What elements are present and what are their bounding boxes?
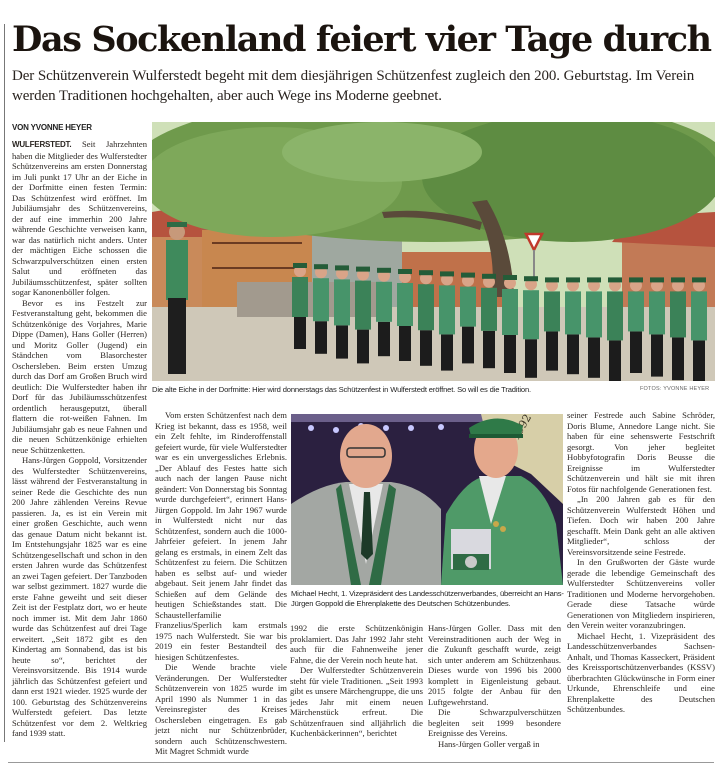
marksman-trousers	[336, 325, 348, 358]
paragraph: Die Wende brachte viele Veränderungen. Der Wulferstedter Schützenverein von 1825 wurde im April 1990 als Nummer 1 in das Vereinsregister des Kreises Oschersleben eingetragen. Es gab jetzt nicht nur Schützenbrüder, sondern auch Schützenschwestern. Mit Magret Schmidt wurde	[155, 662, 287, 756]
award-photo	[291, 414, 563, 585]
marksman-jacket	[607, 291, 623, 340]
dateline: WULFERSTEDT.	[12, 140, 72, 149]
left-column-rule	[4, 24, 5, 742]
award-photo-caption: Michael Hecht, 1. Vizepräsident des Landesschützenverbandes, überreicht an Hans-Jürgen Goppold die Ehrenplakette des Deutschen Schützenbundes.	[291, 589, 564, 608]
marksman-jacket	[691, 291, 707, 340]
marksman-jacket	[670, 291, 686, 337]
marksman-cap	[482, 274, 496, 279]
leading-marksman	[166, 240, 188, 300]
deck-subtitle: Der Schützenverein Wulferstedt begeht mit dem diesjährigen Schützenfest zugleich den 200. Geburtstag. Im Verein werden Traditionen hochgehalten, aber auch Wege ins Moderne geebnet.	[12, 68, 695, 104]
text-column-2	[155, 410, 287, 757]
marksman-cap	[629, 277, 643, 282]
marksman-jacket	[586, 291, 602, 337]
marksman-jacket	[502, 289, 518, 335]
marksman-cap	[314, 264, 328, 269]
marksman-trousers	[693, 340, 705, 381]
marksman-jacket	[481, 288, 497, 331]
marksman-trousers	[609, 340, 621, 381]
headline: Das Sockenland feiert vier Tage durch	[12, 19, 711, 60]
marksman-cap	[293, 263, 307, 268]
marksman-jacket	[292, 277, 308, 317]
marksman-cap	[566, 277, 580, 282]
marksman-trousers	[525, 339, 537, 378]
paragraph: WULFERSTEDT. Seit Jahrzehnten haben die Mitglieder des Wulferstedter Schützenvereins am ersten Donnerstag im Juli punkt 17 Uhr an der Eiche in der Dorfmitte einen festen Termin: Das Schützenfest wird eröffnet. Im Jubiläumsjahr des Schützenvereins, der auf eine immerhin 200 Jahre währende Geschichte verweisen kann, war das natürlich nicht anders. Unter der mächtigen Eiche schossen die Schwarzpulverschützen einen ersten Salut und eröffneten das Jubiläumsschützenfest, später sollten sogar Kanonenböller folgen.	[12, 139, 147, 297]
marksman-cap	[524, 276, 538, 281]
marksman-cap	[545, 277, 559, 282]
text-column-5	[567, 410, 715, 715]
marksman-trousers	[672, 337, 684, 380]
marksman-cap	[587, 277, 601, 282]
marksman-jacket	[565, 291, 581, 334]
paragraph: In den Grußworten der Gäste wurde gerade die lebendige Gemeinschaft des Wulferstedter Schützenvereins voller Traditionen und Moderne hervorgehoben. Gerade diese Tatsache würde Generationen von Mitgliedern inspirieren, den Verein weiter voranzubringen.	[567, 557, 715, 630]
marksman-jacket	[376, 282, 392, 322]
marksman-cap	[503, 275, 517, 280]
paragraph: Der Wulferstedter Schützenverein steht für viele Traditionen. „Seit 1993 gibt es unsere Märchengruppe, die uns jedes Jahr mit einem neuen Märchenstück erfreut. Die Schützenfrauen sind alljährlich die Kuchenbäckerinnen“, berichtet	[290, 665, 423, 738]
marksman-jacket	[544, 291, 560, 331]
marksman-trousers	[441, 334, 453, 370]
text-column-4	[428, 623, 561, 749]
page-bottom-rule	[8, 762, 714, 763]
marksman-trousers	[483, 331, 495, 368]
marksman-trousers	[630, 331, 642, 373]
text-column-1	[12, 139, 147, 739]
marksman-jacket	[439, 285, 455, 334]
marksman-cap	[419, 270, 433, 275]
marksman-trousers	[357, 330, 369, 364]
main-photo-caption: Die alte Eiche in der Dorfmitte: Hier wird donnerstags das Schützenfest in Wulferstedt eröffnet. So will es die Tradition.	[152, 385, 532, 394]
marksman-cap	[608, 277, 622, 282]
marksman-jacket	[418, 284, 434, 330]
paragraph: „In 200 Jahren gab es für den Schützenverein Wulferstedt Höhen und Tiefen. Doch wir haben 200 Jahre geschafft. Mein Dank geht an alle aktiven Mitglieder“, schloss der Vereinsvorsitzende seine Festrede.	[567, 494, 715, 557]
marksman-trousers	[567, 334, 579, 374]
marksman-trousers	[546, 331, 558, 370]
marksman-jacket	[355, 281, 371, 330]
paragraph: Vom ersten Schützenfest nach dem Krieg ist bekannt, dass es 1958, weil ein Zelt fehlte, im Rinderoffenstall gefeiert wurde, für viele Wulferstedter war es ein unvergessliches Erlebnis. „Der Ablauf des Festes hatte sich auch nach der langen Pause nicht geändert: Von Donnerstag bis Sonntag wurde durchgefeiert“, erinnert Hans-Jürgen Goppold. Im Jahr 1967 wurde in Wulferstedt nicht nur das Schützenfest, sondern auch die 1000-Jahrfeier gefeiert. In jenem Jahr gelang es erstmals, in einem Zelt das Schützenfest zu feiern. Die Schützen haben es selbst auf- und wieder abgebaut. Seit jenem Jahr findet das Schießen auf dem Gelände des heutigen Schießstandes statt. Die Schaustellerfamilie Franzelius/Sperlich kam erstmals 1975 nach Wulferstedt. Sie war bis 2019 ein fester Bestandteil des hiesigen Schützenfestes.	[155, 410, 287, 662]
marksman-jacket	[628, 291, 644, 331]
marksman-cap	[335, 265, 349, 270]
paragraph: Hans-Jürgen Goller vergaß in	[438, 738, 540, 749]
paragraph: Michael Hecht, 1. Vizepräsident des Landesschützenverbandes Sachsen-Anhalt, und Thomas Kasseckert, Präsident des Kreissportschützenverbandes (KSSV) überbrachten Glückwünsche in Form einer Urkunde, Ehrenschleife und eine Ehrenplakette des Deutschen Schützenbundes.	[567, 630, 715, 714]
marksman-trousers	[462, 327, 474, 364]
marksman-cap	[440, 271, 454, 276]
marksman-cap	[377, 268, 391, 273]
marksman-cap	[461, 273, 475, 278]
marksman-cap	[356, 267, 370, 272]
text-column-3	[290, 623, 423, 739]
marksman-trousers	[378, 322, 390, 356]
marksman-jacket	[334, 279, 350, 325]
marksman-trousers	[651, 334, 663, 376]
paragraph: Bevor es ins Festzelt zur Festveranstaltung geht, bekommen die Schützenkönige des Vorjahres, Marie Dippe (Damen), Hans Goller (Herren) und Moritz Goller (Jugend) ein Ständchen vom Blasorchester Oschersleben. Beim ersten Umzug durch das Dorf am Großen Bruch wird deutlich: Die Wulferstedter haben ihr Dorf für das Jubiläumsschützenfest ordentlich herausgeputzt, überall flattern die rot-weißen Fahnen. Im Jubiläumsjahr gab es neue Fahnen und die neuen Schützenkönige erhielten neue Schützenketten.	[12, 297, 147, 455]
marksman-cap	[398, 269, 412, 274]
marksman-cap	[671, 277, 685, 282]
paragraph: seiner Festrede auch Sabine Schröder, Doris Blume, Annedore Lange nicht. Sie haben für eine sehenswerte Festschrift gesorgt. Von jeher begleitet Hobbyfotografin Doris Beusse die Ereignisse im Wulferstedter Schützenverein und hält sie mit ihren Fotos für nachfolgende Generationen fest.	[567, 410, 715, 494]
marksman-trousers	[294, 317, 306, 349]
marksman-jacket	[523, 290, 539, 339]
marksman-jacket	[649, 291, 665, 334]
photo-credit: FOTOS: YVONNE HEYER	[640, 386, 710, 392]
marksman-trousers	[399, 326, 411, 361]
marksman-trousers	[420, 330, 432, 366]
byline: VON YVONNE HEYER	[12, 123, 92, 132]
marksman-jacket	[460, 287, 476, 327]
marksman-trousers	[588, 337, 600, 377]
paragraph: Hans-Jürgen Goppold, Vorsitzender des Wulferstedter Schützenvereins, lässt während der Festveranstaltung in seiner Rede die Geschichte des nun 200 Jahre zählenden Vereins Revue passieren. Ja, es ist ein Verein mit einer großen Geschichte, auch wenn das genaue Datum nicht bekannt ist. Im Entstehungsjahr 1825 war es eine Schützengesellschaft und schon in den ersten Jahren wurde das Schützenfest an zwei Tagen gefeiert. Der Tanzboden war selbst gezimmert. 1827 wurde die erste Fahne geweiht und seit dieser Zeit ist der Festplatz dort, wo er heute noch immer ist. Mit dem Jahr 1860 wurde das Schützenfest auf drei Tage erweitert. „Seit 1872 gibt es den Kindertag am Sonnabend, das ist bis heute so“, berichtet der Vereinsvorsitzende. Bis 1914 wurde jährlich das Schützenfest gefeiert und dann erst 1921 wieder. 1925 wurde der 100. Geburtstag des Schützenvereins Wulferstedt gefeiert. Das letzte Schützenfest vor dem 2. Weltkrieg fand 1939 statt.	[12, 455, 147, 738]
paragraph: Die Schwarzpulverschützen begleiten seit 1999 besondere Ereignisse des Vereins.	[428, 707, 561, 738]
marksman-cap	[650, 277, 664, 282]
marksman-jacket	[313, 278, 329, 321]
plaque-medal	[465, 556, 477, 568]
paragraph: 1992 die erste Schützenkönigin proklamiert. Das Jahr 1992 Jahr steht auch für die Fahnenweihe jener Fahne, die der Verein noch heute hat.	[290, 623, 423, 665]
marksman-cap	[692, 277, 706, 282]
marksman-jacket	[397, 283, 413, 326]
paragraph: Hans-Jürgen Goller. Dass mit den Vereinstraditionen auch der Weg in die Zukunft geschafft wurde, zeigt sich unter anderem am Schützenhaus. Dieses wurde von 1996 bis 2000 komplett in Eigenleistung gebaut. 2015 folgte der Anbau für den Luftgewehrstand.	[428, 623, 561, 707]
main-photo-oak-tree	[152, 122, 715, 381]
marksman-trousers	[315, 321, 327, 354]
marksman-trousers	[504, 335, 516, 373]
